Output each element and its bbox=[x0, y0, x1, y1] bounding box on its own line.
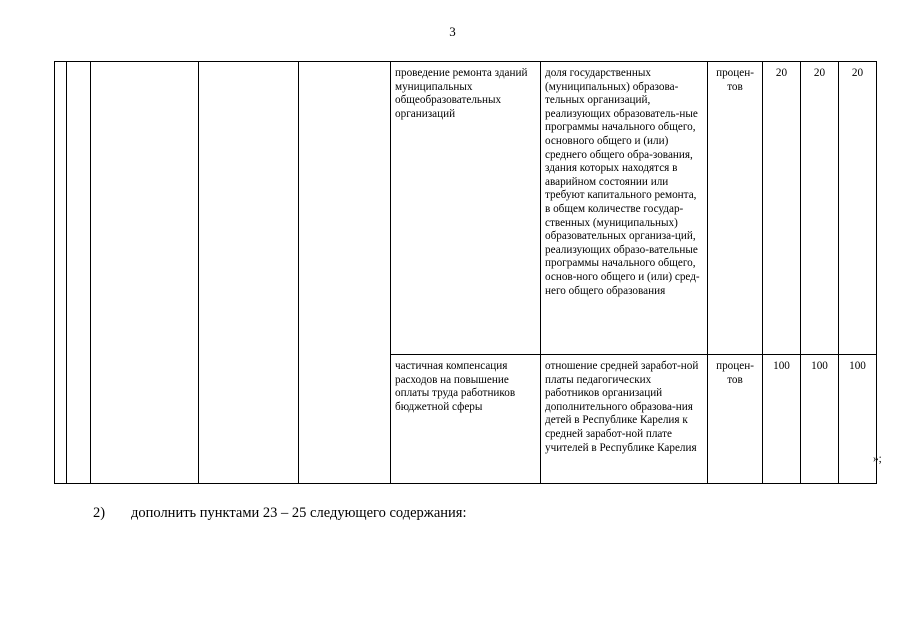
closing-quote-mark: »; bbox=[873, 453, 882, 465]
table-row bbox=[55, 62, 877, 355]
empty-cell bbox=[199, 62, 299, 484]
value-cell: 20 bbox=[801, 62, 839, 355]
indicator-cell: доля государственных (муниципальных) образова-тельных организаций, реализующих образователь-ные программы начального общего, основного общего и (или) среднего общего обра-зования, здания которых находятся в аварийном состоянии или требуют капитального ремонта, в общем количестве государ-ственных (муниципальных) образовательных организа-ций, реализующих образо-вательные программы начального общего, основ-ного общего и (или) сред-него общего образования bbox=[541, 62, 708, 355]
activity-cell: частичная компенсация расходов на повышение оплаты труда работников бюджетной сферы bbox=[391, 355, 541, 484]
empty-cell bbox=[299, 62, 391, 484]
empty-cell bbox=[67, 62, 91, 484]
empty-cell bbox=[55, 62, 67, 484]
page-number: 3 bbox=[449, 24, 456, 39]
empty-cell bbox=[91, 62, 199, 484]
value-cell: 100 bbox=[763, 355, 801, 484]
unit-cell: процен-тов bbox=[708, 355, 763, 484]
value-cell: 100 bbox=[801, 355, 839, 484]
value-cell: 100 bbox=[839, 355, 877, 484]
unit-cell: процен-тов bbox=[708, 62, 763, 355]
value-cell: 20 bbox=[763, 62, 801, 355]
activity-cell: проведение ремонта зданий муниципальных общеобразовательных организаций bbox=[391, 62, 541, 355]
amendment-text: дополнить пунктами 23 – 25 следующего содержания: bbox=[131, 505, 467, 521]
indicators-table bbox=[54, 61, 877, 484]
value-cell: 20 bbox=[839, 62, 877, 355]
amendment-number: 2) bbox=[93, 505, 106, 521]
indicator-cell: отношение средней заработ-ной платы педагогических работников организаций дополнительного образова-ния детей в Республике Карелия к средней заработ-ной плате учителей в Республике Карелия bbox=[541, 355, 708, 484]
